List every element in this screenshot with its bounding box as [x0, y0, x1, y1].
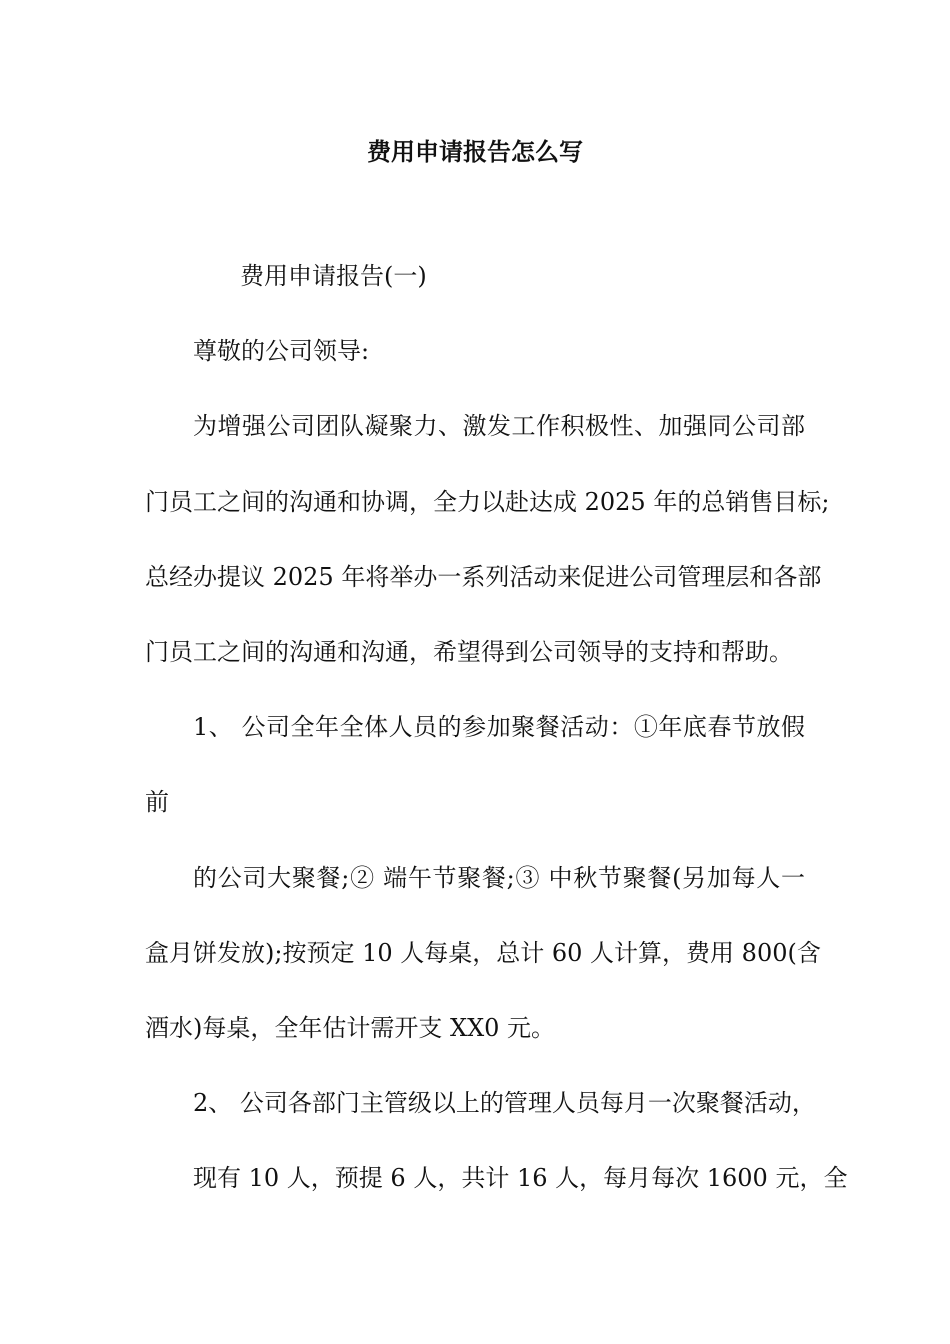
document-title: 费用申请报告怎么写 — [367, 138, 583, 166]
list-item-2-line: 现有 10 人，预提 6 人，共计 16 人，每月每次 1600 元，全 — [193, 1164, 848, 1192]
body-line: 的公司大聚餐;② 端午节聚餐;③ 中秋节聚餐(另加每人一 — [193, 864, 805, 892]
list-item-1-line: 前 — [145, 788, 169, 816]
body-line: 总经办提议 2025 年将举办一系列活动来促进公司管理层和各部 — [145, 563, 822, 591]
list-item-1-line: 1、 公司全年全体人员的参加聚餐活动：①年底春节放假 — [193, 713, 805, 741]
list-item-2-line: 2、 公司各部门主管级以上的管理人员每月一次聚餐活动， — [193, 1089, 816, 1117]
body-line: 酒水)每桌，全年估计需开支 XX0 元。 — [145, 1014, 556, 1042]
body-line: 盒月饼发放);按预定 10 人每桌，总计 60 人计算，费用 800(含 — [145, 939, 821, 967]
section-heading: 费用申请报告(一) — [240, 262, 427, 290]
body-line: 门员工之间的沟通和沟通，希望得到公司领导的支持和帮助。 — [145, 638, 793, 666]
body-line: 门员工之间的沟通和协调，全力以赴达成 2025 年的总销售目标; — [145, 488, 830, 516]
salutation: 尊敬的公司领导: — [193, 337, 370, 365]
body-line: 为增强公司团队凝聚力、激发工作积极性、加强同公司部 — [193, 412, 805, 440]
